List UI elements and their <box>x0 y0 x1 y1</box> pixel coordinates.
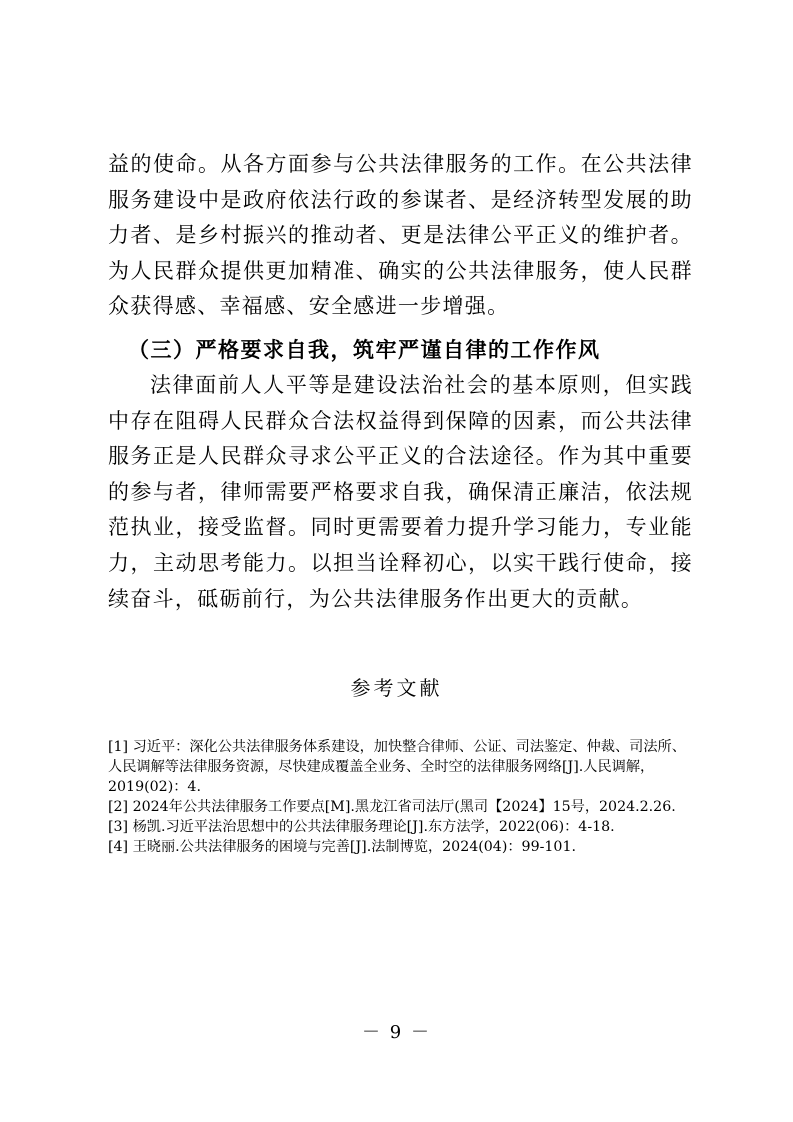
reference-item: [3] 杨凯.习近平法治思想中的公共法律服务理论[J].东方法学，2022(06)：4-18. <box>108 819 615 835</box>
page-number: － 9 － <box>362 1022 431 1043</box>
body-paragraph: 益的使命。从各方面参与公共法律服务的工作。在公共法律服务建设中是政府依法行政的参谋者、是经济转型发展的助力者、是乡村振兴的推动者、更是法律公平正义的维护者。为人民群众提供更加精准、确实的公共法律服务，使人民群众获得感、幸福感、安全感进一步增强。 <box>108 152 693 319</box>
reference-item: [4] 王晓丽.公共法律服务的困境与完善[J].法制博览，2024(04)：99-101. <box>108 839 576 855</box>
reference-item: [2] 2024年公共法律服务工作要点[M].黑龙江省司法厅(黑司【2024】15号，2024.2.26. <box>108 799 676 815</box>
reference-item: [1] 习近平：深化公共法律服务体系建设，加快整合律师、公证、司法鉴定、仲裁、司法所、人民调解等法律服务资源，尽快建成覆盖全业务、全时空的法律服务网络[J].人民调解，2019(02)：4. <box>108 739 686 795</box>
body-paragraph: 法律面前人人平等是建设法治社会的基本原则，但实践中存在阻碍人民群众合法权益得到保障的因素，而公共法律服务正是人民群众寻求公平正义的合法途径。作为其中重要的参与者，律师需要严格要求自我，确保清正廉洁，依法规范执业，接受监督。同时更需要着力提升学习能力，专业能力，主动思考能力。以担当诠释初心，以实干践行使命，接续奋斗，砥砺前行，为公共法律服务作出更大的贡献。 <box>108 373 693 611</box>
references-list <box>108 737 698 857</box>
references-title: 参考文献 <box>350 676 443 700</box>
section-subheading: （三）严格要求自我，筑牢严谨自律的工作作风 <box>128 338 601 362</box>
